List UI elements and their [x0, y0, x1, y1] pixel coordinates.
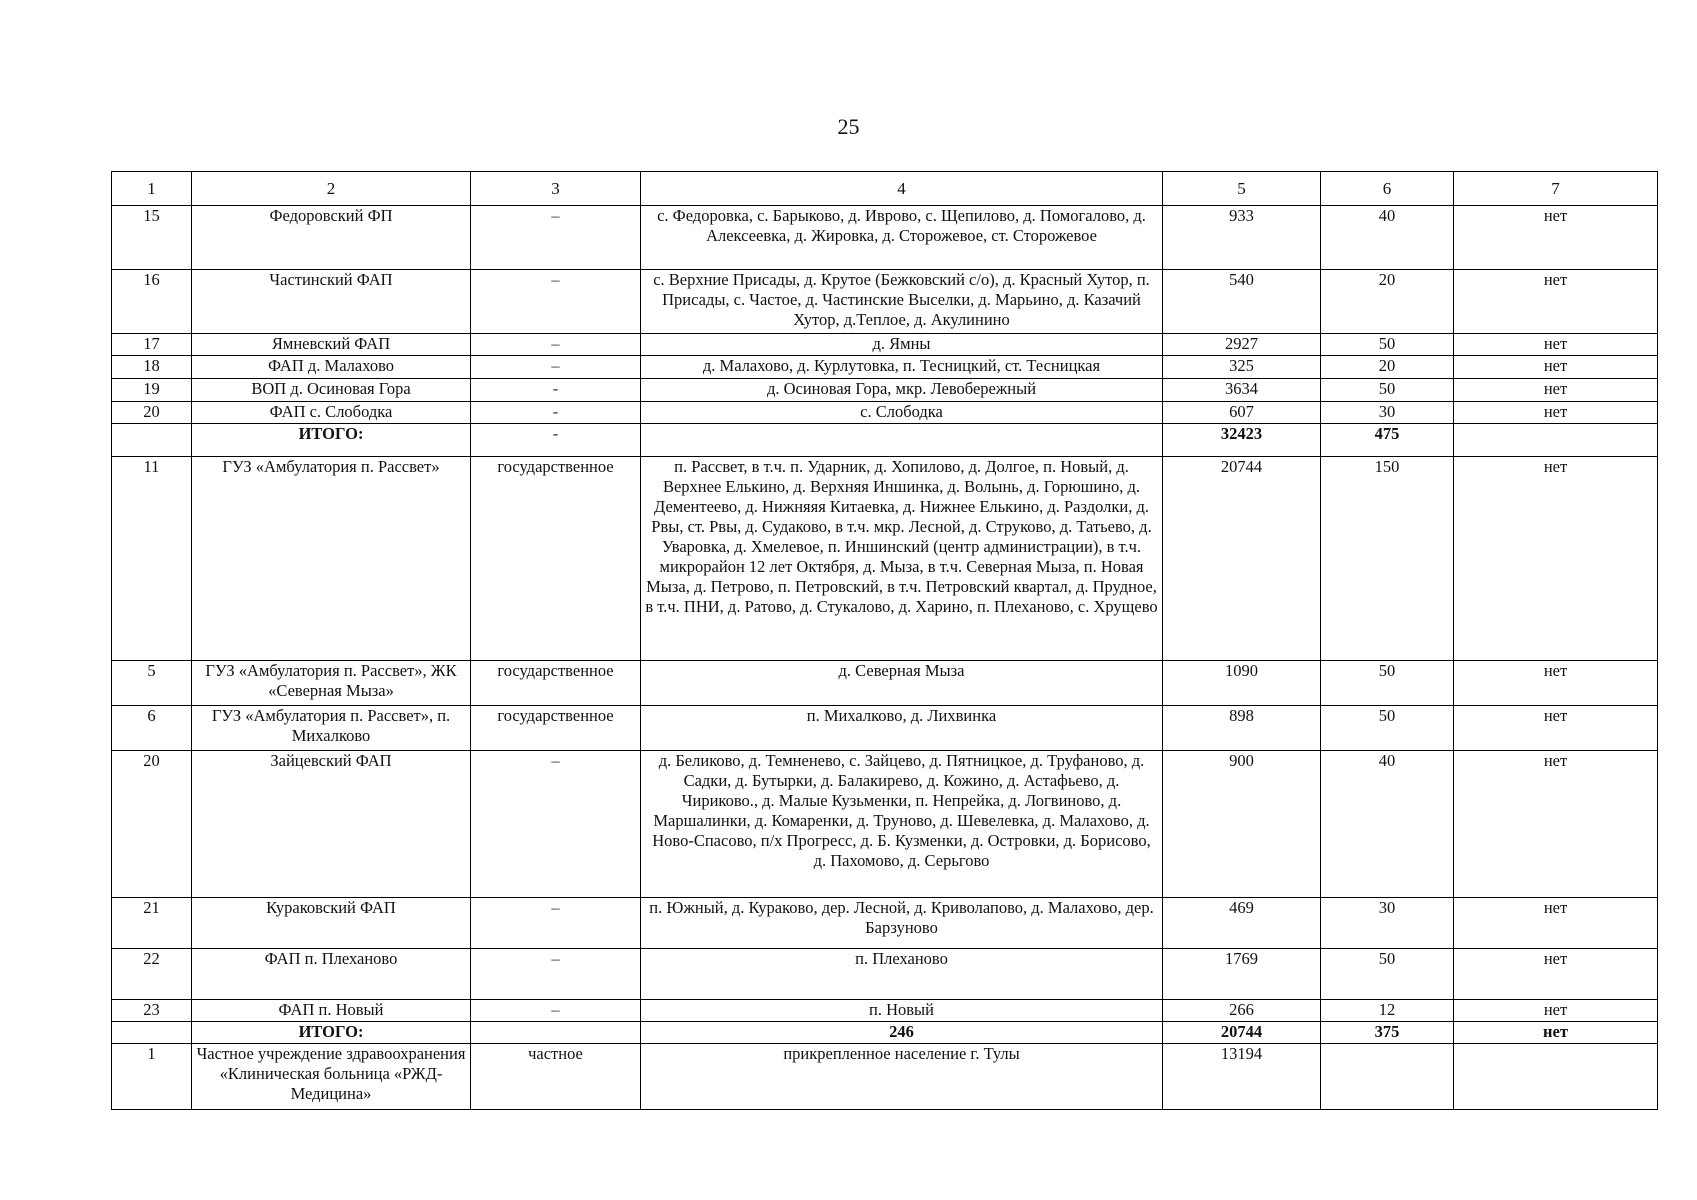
- flag-cell: [1454, 424, 1658, 457]
- population-cell: 469: [1163, 898, 1321, 949]
- row-number-cell: 18: [112, 356, 192, 379]
- population-cell: 607: [1163, 402, 1321, 424]
- settlements-cell: д. Ямны: [641, 334, 1163, 356]
- ownership-cell: –: [471, 356, 641, 379]
- total-row: [112, 1022, 1658, 1044]
- institution-name-cell: Частное учреждение здравоохранения «Клиническая больница «РЖД-Медицина»: [192, 1044, 471, 1110]
- population-cell: 13194: [1163, 1044, 1321, 1110]
- table-row: [112, 949, 1658, 1000]
- institution-name-cell: Частинский ФАП: [192, 270, 471, 334]
- total-settlements-cell: 246: [641, 1022, 1163, 1044]
- row-number-cell: 16: [112, 270, 192, 334]
- capacity-cell: 30: [1321, 402, 1454, 424]
- flag-cell: нет: [1454, 706, 1658, 751]
- ownership-cell: –: [471, 898, 641, 949]
- capacity-cell: 20: [1321, 356, 1454, 379]
- ownership-cell: –: [471, 1000, 641, 1022]
- settlements-cell: п. Новый: [641, 1000, 1163, 1022]
- institution-name-cell: ФАП д. Малахово: [192, 356, 471, 379]
- row-number-cell: 17: [112, 334, 192, 356]
- table-row: [112, 661, 1658, 706]
- institution-name-cell: ГУЗ «Амбулатория п. Рассвет»: [192, 457, 471, 661]
- total-label-cell: ИТОГО:: [192, 424, 471, 457]
- institution-name-cell: Ямневский ФАП: [192, 334, 471, 356]
- ownership-cell: -: [471, 379, 641, 402]
- header-cell: 1: [112, 172, 192, 206]
- flag-cell: нет: [1454, 898, 1658, 949]
- flag-cell: нет: [1454, 751, 1658, 898]
- table-row: [112, 1000, 1658, 1022]
- flag-cell: нет: [1454, 334, 1658, 356]
- population-cell: 1090: [1163, 661, 1321, 706]
- header-cell: 4: [641, 172, 1163, 206]
- table-row: [112, 356, 1658, 379]
- row-number-cell: 22: [112, 949, 192, 1000]
- row-number-cell: 23: [112, 1000, 192, 1022]
- ownership-cell: государственное: [471, 706, 641, 751]
- row-number-cell: 1: [112, 1044, 192, 1110]
- flag-cell: нет: [1454, 402, 1658, 424]
- capacity-cell: 50: [1321, 661, 1454, 706]
- ownership-cell: государственное: [471, 661, 641, 706]
- flag-cell: нет: [1454, 949, 1658, 1000]
- settlements-cell: прикрепленное население г. Тулы: [641, 1044, 1163, 1110]
- page-number: 25: [837, 114, 860, 139]
- capacity-cell: 20: [1321, 270, 1454, 334]
- institution-name-cell: Кураковский ФАП: [192, 898, 471, 949]
- total-row: [112, 424, 1658, 457]
- row-number-cell: 19: [112, 379, 192, 402]
- settlements-cell: д. Беликово, д. Темненево, с. Зайцево, д. Пятницкое, д. Труфаново, д. Садки, д. Бутырки, д. Балакирево, д. Кожино, д. Астафьево, д. Чириково., д. Малые Кузьменки, п. Непрейка, д. Логвиново, д. Маршалинки, д. Комаренки, д. Труново, д. Шевелевка, д. Малахово, д. Ново-Спасово, п/х Прогресс, д. Б. Кузменки, д. Островки, д. Борисово, д. Пахомово, д. Серьгово: [641, 751, 1163, 898]
- row-number-cell: 21: [112, 898, 192, 949]
- table-row: [112, 206, 1658, 270]
- flag-cell: нет: [1454, 206, 1658, 270]
- ownership-cell: –: [471, 334, 641, 356]
- row-number-cell: [112, 1022, 192, 1044]
- flag-cell: нет: [1454, 661, 1658, 706]
- capacity-cell: 50: [1321, 949, 1454, 1000]
- capacity-cell: [1321, 1044, 1454, 1110]
- ownership-cell: -: [471, 402, 641, 424]
- header-cell: 6: [1321, 172, 1454, 206]
- population-cell: 540: [1163, 270, 1321, 334]
- flag-cell: нет: [1454, 1000, 1658, 1022]
- institution-name-cell: ВОП д. Осиновая Гора: [192, 379, 471, 402]
- settlements-cell: п. Михалково, д. Лихвинка: [641, 706, 1163, 751]
- ownership-cell: [471, 1022, 641, 1044]
- settlements-cell: п. Южный, д. Кураково, дер. Лесной, д. Криволапово, д. Малахово, дер. Барзуново: [641, 898, 1163, 949]
- total-capacity-cell: 475: [1321, 424, 1454, 457]
- ownership-cell: частное: [471, 1044, 641, 1110]
- row-number-cell: 5: [112, 661, 192, 706]
- institution-name-cell: ФАП п. Новый: [192, 1000, 471, 1022]
- institution-name-cell: Федоровский ФП: [192, 206, 471, 270]
- population-cell: 933: [1163, 206, 1321, 270]
- table-row: [112, 457, 1658, 661]
- settlements-cell: п. Плеханово: [641, 949, 1163, 1000]
- table-row: [112, 334, 1658, 356]
- settlements-cell: д. Северная Мыза: [641, 661, 1163, 706]
- ownership-cell: -: [471, 424, 641, 457]
- settlements-cell: д. Малахово, д. Курлутовка, п. Тесницкий, ст. Тесницкая: [641, 356, 1163, 379]
- institution-name-cell: ГУЗ «Амбулатория п. Рассвет», п. Михалково: [192, 706, 471, 751]
- table-row: [112, 706, 1658, 751]
- population-cell: 325: [1163, 356, 1321, 379]
- header-cell: 2: [192, 172, 471, 206]
- total-population-cell: 32423: [1163, 424, 1321, 457]
- institution-name-cell: ФАП с. Слободка: [192, 402, 471, 424]
- settlements-cell: п. Рассвет, в т.ч. п. Ударник, д. Хопилово, д. Долгое, п. Новый, д. Верхнее Елькино, д. Верхняя Иншинка, д. Волынь, д. Горюшино, д. Дементеево, д. Нижняяя Китаевка, д. Нижнее Елькино, д. Раздолки, д. Рвы, ст. Рвы, д. Судаково, в т.ч. мкр. Лесной, д. Струково, д. Татьево, д. Уваровка, д. Хмелевое, п. Иншинский (центр администрации), в т.ч. микрорайон 12 лет Октября, д. Мыза, в т.ч. Северная Мыза, п. Новая Мыза, д. Петрово, п. Петровский, в т.ч. Петровский квартал, д. Прудное, в т.ч. ПНИ, д. Ратово, д. Стукалово, д. Харино, п. Плеханово, с. Хрущево: [641, 457, 1163, 661]
- population-cell: 2927: [1163, 334, 1321, 356]
- institution-name-cell: ФАП п. Плеханово: [192, 949, 471, 1000]
- population-cell: 3634: [1163, 379, 1321, 402]
- capacity-cell: 50: [1321, 379, 1454, 402]
- institution-name-cell: ГУЗ «Амбулатория п. Рассвет», ЖК «Северная Мыза»: [192, 661, 471, 706]
- row-number-cell: 15: [112, 206, 192, 270]
- row-number-cell: 20: [112, 402, 192, 424]
- ownership-cell: –: [471, 751, 641, 898]
- capacity-cell: 150: [1321, 457, 1454, 661]
- ownership-cell: –: [471, 206, 641, 270]
- capacity-cell: 40: [1321, 206, 1454, 270]
- population-cell: 1769: [1163, 949, 1321, 1000]
- total-flag-cell: нет: [1454, 1022, 1658, 1044]
- flag-cell: нет: [1454, 457, 1658, 661]
- population-cell: 266: [1163, 1000, 1321, 1022]
- table-row: [112, 751, 1658, 898]
- table-row: [112, 270, 1658, 334]
- flag-cell: нет: [1454, 379, 1658, 402]
- total-population-cell: 20744: [1163, 1022, 1321, 1044]
- data-table: [111, 171, 1658, 1110]
- ownership-cell: государственное: [471, 457, 641, 661]
- settlements-cell: с. Федоровка, с. Барыково, д. Иврово, с. Щепилово, д. Помогалово, д. Алексеевка, д. Жировка, д. Сторожевое, ст. Сторожевое: [641, 206, 1163, 270]
- capacity-cell: 50: [1321, 706, 1454, 751]
- capacity-cell: 30: [1321, 898, 1454, 949]
- capacity-cell: 12: [1321, 1000, 1454, 1022]
- population-cell: 20744: [1163, 457, 1321, 661]
- ownership-cell: –: [471, 270, 641, 334]
- header-cell: 3: [471, 172, 641, 206]
- settlements-cell: с. Слободка: [641, 402, 1163, 424]
- header-cell: 5: [1163, 172, 1321, 206]
- table-row: [112, 1044, 1658, 1110]
- settlements-cell: [641, 424, 1163, 457]
- total-label-cell: ИТОГО:: [192, 1022, 471, 1044]
- table-header-row: [112, 172, 1658, 206]
- ownership-cell: –: [471, 949, 641, 1000]
- header-cell: 7: [1454, 172, 1658, 206]
- table-row: [112, 379, 1658, 402]
- population-cell: 900: [1163, 751, 1321, 898]
- row-number-cell: 11: [112, 457, 192, 661]
- table-row: [112, 898, 1658, 949]
- flag-cell: нет: [1454, 356, 1658, 379]
- population-cell: 898: [1163, 706, 1321, 751]
- flag-cell: нет: [1454, 270, 1658, 334]
- total-capacity-cell: 375: [1321, 1022, 1454, 1044]
- settlements-cell: д. Осиновая Гора, мкр. Левобережный: [641, 379, 1163, 402]
- row-number-cell: [112, 424, 192, 457]
- row-number-cell: 6: [112, 706, 192, 751]
- settlements-cell: с. Верхние Присады, д. Крутое (Бежковский с/о), д. Красный Хутор, п. Присады, с. Частое, д. Частинские Выселки, д. Марьино, д. Казачий Хутор, д.Теплое, д. Акулинино: [641, 270, 1163, 334]
- table-row: [112, 402, 1658, 424]
- flag-cell: [1454, 1044, 1658, 1110]
- capacity-cell: 50: [1321, 334, 1454, 356]
- row-number-cell: 20: [112, 751, 192, 898]
- capacity-cell: 40: [1321, 751, 1454, 898]
- institution-name-cell: Зайцевский ФАП: [192, 751, 471, 898]
